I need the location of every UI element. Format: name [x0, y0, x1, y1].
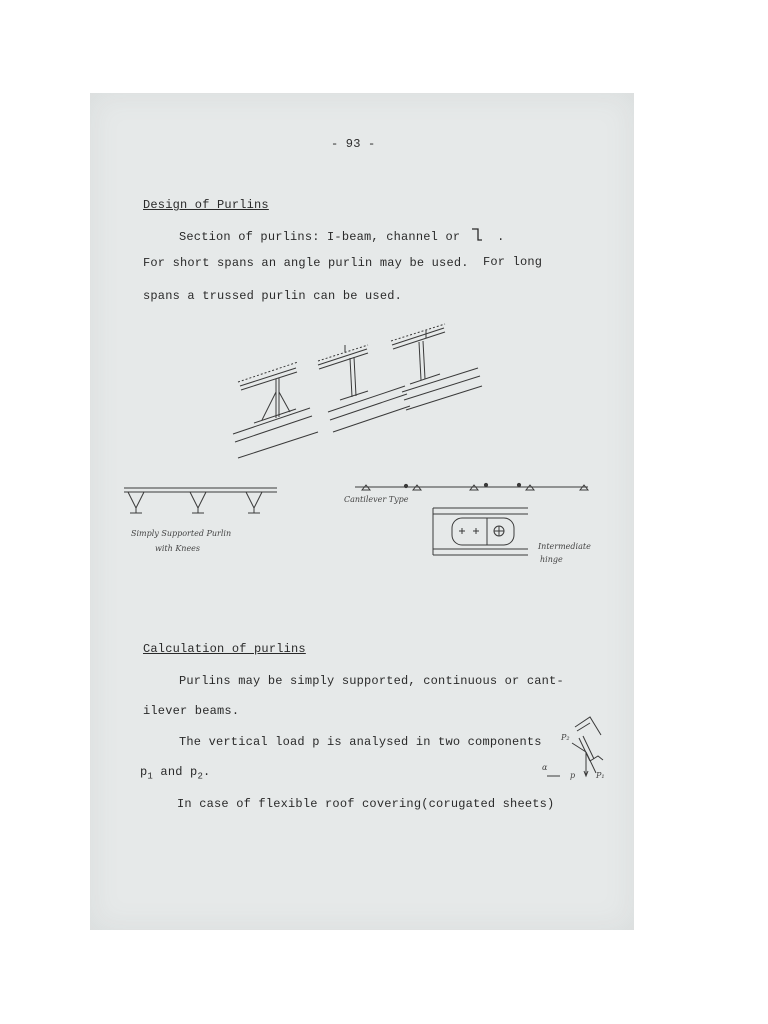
paragraph-line: spans a trussed purlin can be used.: [143, 289, 403, 303]
paragraph-line: ilever beams.: [143, 704, 240, 718]
label-p: p: [570, 771, 576, 780]
paragraph-line: In case of flexible roof covering(corugated sheets): [177, 797, 555, 811]
section-heading-design: Design of Purlins: [143, 198, 269, 212]
subscript-2: 2: [197, 771, 204, 782]
label-intermediate: Intermediate: [538, 542, 591, 551]
text-p1: p: [140, 765, 148, 779]
roof-covering: [238, 324, 445, 382]
paragraph-line: For long: [483, 255, 543, 269]
cantilever-type-purlin: [355, 483, 588, 490]
intermediate-hinge-detail: [433, 508, 528, 555]
rafter-2: [328, 386, 410, 432]
label-alpha: α: [542, 763, 548, 772]
page-number: - 93 -: [331, 137, 376, 151]
text-and-p2: and p: [153, 765, 198, 779]
paragraph-line: Purlins may be simply supported, continuous or cant-: [179, 674, 564, 688]
paragraph-line: For short spans an angle purlin may be used.: [143, 256, 469, 270]
label-cantilever: Cantilever Type: [344, 495, 409, 504]
label-with-knees: with Knees: [155, 544, 201, 553]
simply-supported-purlin: [124, 488, 277, 513]
subscript-1: 1: [147, 771, 154, 782]
rafter-3: [402, 368, 482, 410]
text-period: .: [203, 765, 211, 779]
label-simply-supported: Simply Supported Purlin: [131, 529, 232, 538]
purlin-2: [318, 345, 368, 400]
section-heading-calculation: Calculation of purlins: [143, 642, 306, 656]
label-p1: P₁: [596, 771, 605, 780]
text-sections: Section of purlins: I-beam, channel or: [179, 230, 461, 244]
paragraph-line: [140, 765, 210, 781]
label-hinge: hinge: [540, 555, 563, 564]
text-period: .: [497, 230, 505, 244]
label-p2: P₂: [561, 733, 570, 742]
paragraph-line: The vertical load p is analysed in two components: [179, 735, 542, 749]
purlin-3: [392, 328, 445, 384]
channel-load-diagram: [547, 717, 603, 776]
